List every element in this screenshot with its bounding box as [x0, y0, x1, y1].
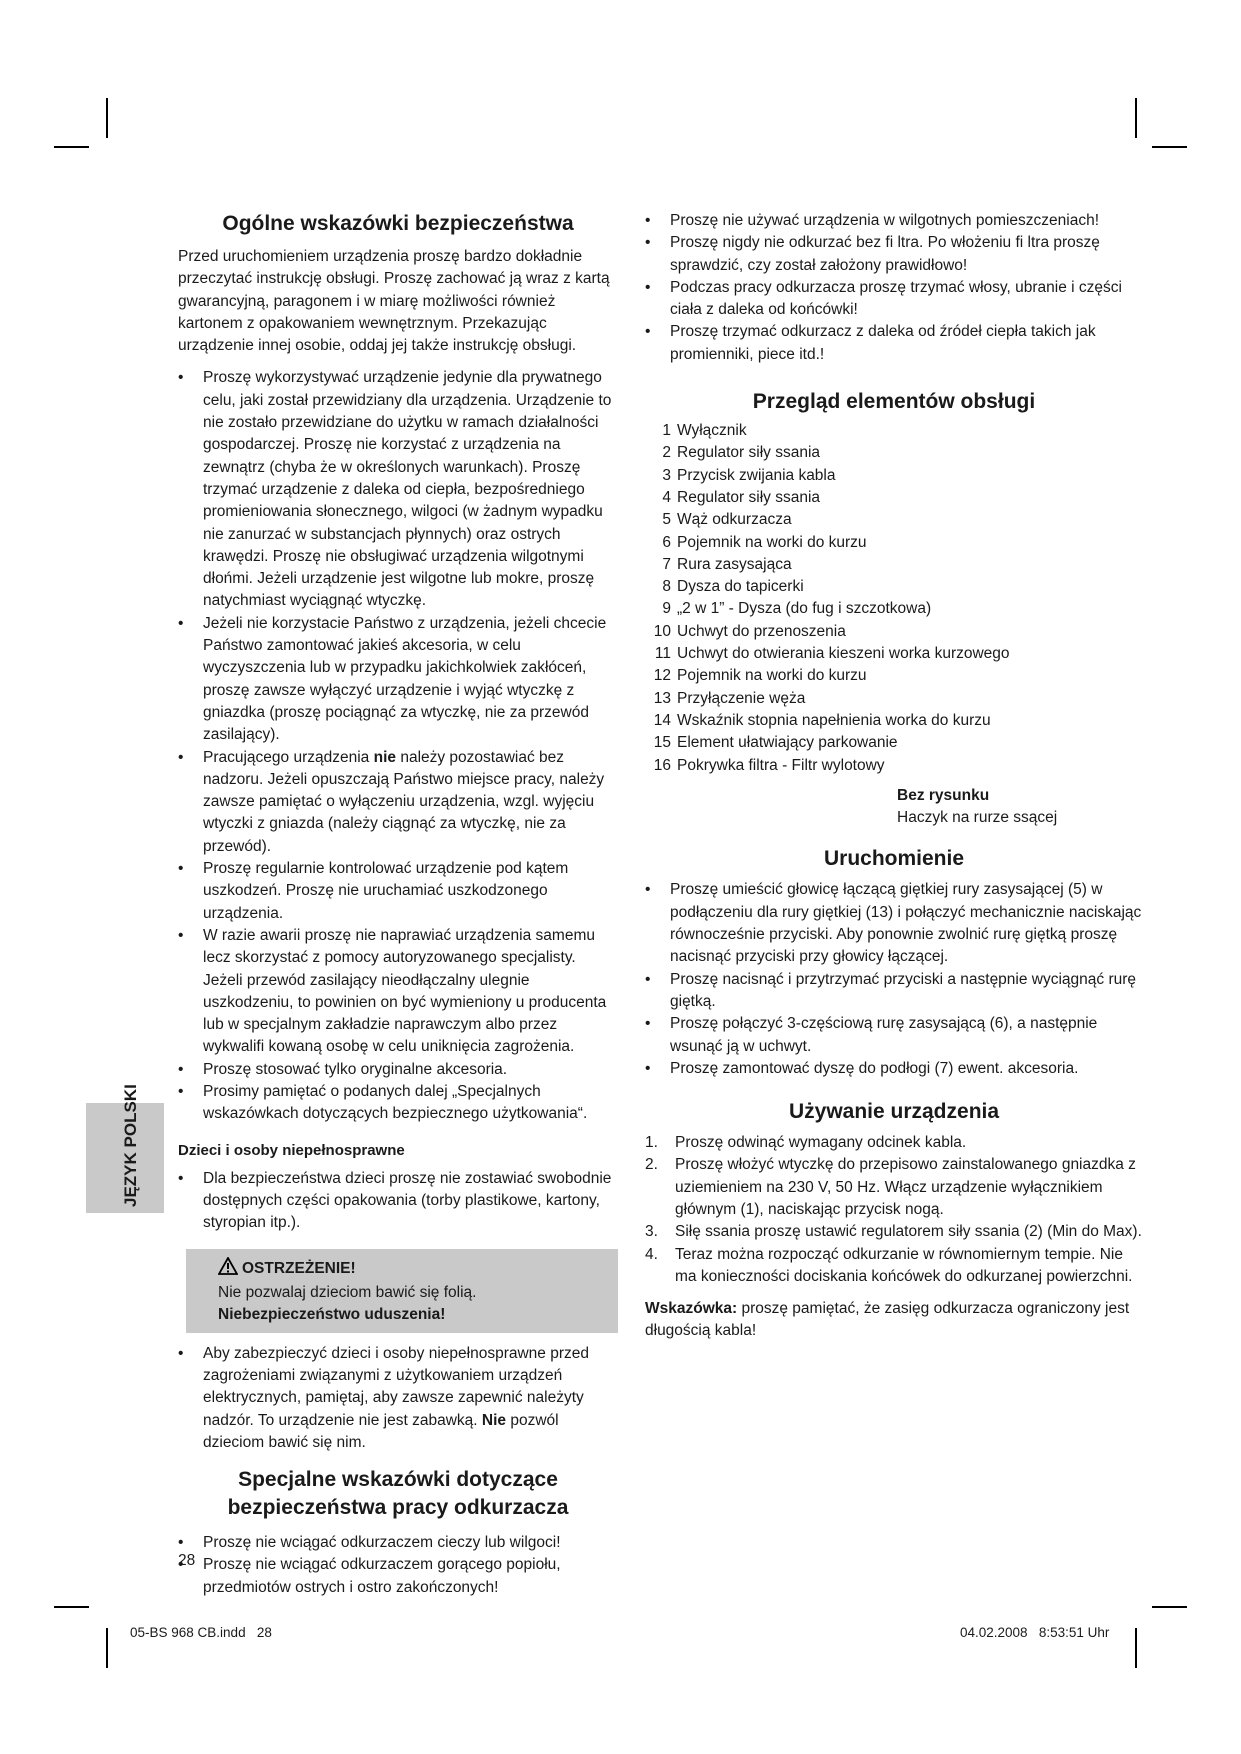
list-item — [649, 598, 1143, 620]
list-item: • Proszę wykorzystywać urządzenie jedynie dla prywatnego celu, jaki został przewidziany dla urządzenia. Urządzenie to nie zostało przewidziane do użytku w ramach działalności gospodarczej. Proszę nie korzystać z urządzenia na zewnątrz (chyba że w określonych warunkach). Proszę trzymać urządzenie z daleka od ciepła, bezpośredniego promieniowania słonecznego, wilgoci (w żadnym wypadku nie zanurzać w substancjach płynnych) oraz ostrych krawędzi. Proszę nie obsługiwać urządzenia wilgotnymi dłońmi. Jeżeli urządzenie jest wilgotne lub mokre, proszę natychmiast wyciągnąć wtyczkę. — [178, 367, 618, 612]
list-item — [645, 1244, 1143, 1289]
list-item — [649, 621, 1143, 643]
list-item: • Proszę połączyć 3-częściową rurę zasysającą (6), a następnie wsunąć ją w uchwyt. — [645, 1013, 1143, 1058]
part-number: 5 — [662, 511, 671, 529]
part-name: Element ułatwiający parkowanie — [677, 734, 898, 752]
part-number: 6 — [662, 533, 671, 551]
children-title: Dzieci i osoby niepełnosprawne — [178, 1141, 405, 1159]
warning-header — [218, 1257, 608, 1282]
controls-title: Przegląd elementów obsługi — [752, 390, 1036, 414]
special-list — [178, 1532, 618, 1599]
part-number: 11 — [654, 645, 671, 663]
list-item: • Proszę nie używać urządzenia w wilgotnych pomieszczeniach! — [645, 210, 1143, 232]
list-item — [649, 465, 1143, 487]
list-item: • Proszę regularnie kontrolować urządzenie pod kątem uszkodzeń. Proszę nie uruchamiać uszkodzonego urządzenia. — [178, 858, 618, 925]
warning-box — [186, 1249, 618, 1333]
list-item: • Proszę nigdy nie odkurzać bez fi ltra. Po włożeniu fi ltra proszę sprawdzić, czy został założony prawidłowo! — [645, 232, 1143, 277]
startup-title: Uruchomienie — [823, 847, 965, 871]
list-item: • Proszę stosować tylko oryginalne akcesoria. — [178, 1059, 618, 1081]
moisture-list — [645, 210, 1143, 366]
part-number: 2 — [662, 444, 671, 462]
part-number: 15 — [653, 734, 671, 752]
list-item — [649, 665, 1143, 687]
part-name: Pojemnik na worki do kurzu — [677, 667, 867, 685]
safety-list — [178, 367, 618, 1125]
footer-file: 05-BS 968 CB.indd 28 — [130, 1625, 272, 1640]
part-name: Uchwyt do otwierania kieszeni worka kurzowego — [677, 645, 1010, 663]
general-safety-title: Ogólne wskazówki bezpieczeństwa — [222, 212, 574, 235]
warning-danger: Niebezpieczeństwo uduszenia! — [218, 1306, 446, 1324]
list-item — [645, 1221, 1143, 1243]
list-item — [649, 554, 1143, 576]
list-item: • Podczas pracy odkurzacza proszę trzymać włosy, ubranie i części ciała z daleka od końcówki! — [645, 277, 1143, 322]
list-item — [649, 732, 1143, 754]
list-item-text: należy pozostawiać bez nadzoru. Jeżeli opuszczają Państwo miejsce pracy, należy zawsze pamiętać o wyłączeniu urządzenia, wzgl. wyjęciu wtyczki z gniazda (należy ciągnąć za wtyczkę, nie za przewód). — [203, 748, 605, 855]
step-text: Proszę odwinąć wymagany odcinek kabla. — [675, 1134, 967, 1152]
parts-list — [645, 420, 1143, 777]
no-drawing-item: Haczyk na rurze ssącej — [897, 809, 1058, 827]
step-text: Proszę włożyć wtyczkę do przepisowo zainstalowanego gniazdka z uziemieniem na 230 V, 50 Hz. Włącz urządzenie wyłącznikiem głównym (1), naciskając przycisk nogą. — [675, 1156, 1136, 1218]
part-number: 13 — [653, 689, 671, 707]
list-item — [649, 710, 1143, 732]
list-item — [649, 487, 1143, 509]
note-text: proszę pamiętać, że zasięg odkurzacza ograniczony jest długością kabla! — [645, 1300, 1130, 1340]
warning-title: OSTRZEŻENIE! — [242, 1260, 356, 1278]
part-name: Pojemnik na worki do kurzu — [677, 533, 867, 551]
part-name: Przyłączenie węża — [677, 689, 806, 707]
list-item — [649, 532, 1143, 554]
list-item: • Proszę nie wciągać odkurzaczem cieczy lub wilgoci! — [178, 1532, 618, 1554]
crop-mark — [1152, 146, 1187, 148]
part-number: 1 — [662, 422, 671, 440]
language-tab-label: JĘZYK POLSKI — [121, 1084, 140, 1207]
step-number: 3. — [645, 1223, 658, 1241]
list-item-text: Aby zabezpieczyć dzieci i osoby niepełnosprawne przed zagrożeniami związanymi z użytkowaniem urządzeń elektrycznych, pamiętaj, aby zawsze zapewnić należyty nadzór. To urządzenie nie jest zabawką. — [203, 1344, 589, 1429]
list-item: • Proszę nacisnąć i przytrzymać przyciski a następnie wyciągnąć rurę giętką. — [645, 969, 1143, 1014]
list-item — [649, 688, 1143, 710]
usage-title: Używanie urządzenia — [788, 1100, 1000, 1124]
list-item — [649, 755, 1143, 777]
language-tab — [86, 1084, 164, 1213]
list-item — [649, 576, 1143, 598]
children-list — [178, 1168, 618, 1235]
list-item-bold: Nie — [481, 1411, 507, 1429]
list-item — [649, 442, 1143, 464]
part-number: 9 — [662, 600, 671, 618]
list-item — [649, 420, 1143, 442]
list-item-text: pozwól dzieciom bawić się nim. — [203, 1411, 559, 1451]
list-item — [649, 643, 1143, 665]
children-list-2 — [178, 1343, 618, 1454]
part-name: „2 w 1” - Dysza (do fug i szczotkowa) — [677, 600, 932, 618]
list-item: • Dla bezpieczeństwa dzieci proszę nie zostawiać swobodnie dostępnych części opakowania (torby plastikowe, kartony, styropian itp.). — [178, 1168, 618, 1235]
list-item: • Prosimy pamiętać o podanych dalej „Specjalnych wskazówkach dotyczących bezpiecznego użytkowania“. — [178, 1081, 618, 1126]
no-drawing-block — [645, 785, 1143, 830]
list-item-bold: nie — [373, 748, 397, 766]
usage-note — [645, 1298, 1143, 1343]
right-column — [645, 210, 1143, 1343]
note-label: Wskazówka: — [645, 1300, 738, 1318]
list-item: • Jeżeli nie korzystacie Państwo z urządzenia, jeżeli chcecie Państwo zamontować jakieś akcesoria, w celu wyczyszczenia lub w przypadku jakichkolwiek zakłóceń, proszę zawsze wyłączyć urządzenie i wyjąć wtyczkę z gniazdka (proszę pociągnąć za wtyczkę, nie za przewód zasilający). — [178, 613, 618, 747]
crop-mark — [1135, 98, 1137, 138]
part-number: 8 — [662, 578, 671, 596]
startup-list — [645, 879, 1143, 1080]
warning-triangle-icon — [218, 1257, 238, 1282]
list-item: • W razie awarii proszę nie naprawiać urządzenia samemu lecz skorzystać z pomocy autoryzowanego specjalisty. Jeżeli przewód zasilający nieodłączalny ulegnie uszkodzeniu, to powinien on być wymieniony u producenta lub w specjalnym zakładzie naprawczym albo przez wykwalifi kowaną osobę w celu uniknięcia zagrożenia. — [178, 925, 618, 1059]
left-column — [178, 210, 618, 1599]
part-name: Rura zasysająca — [677, 555, 792, 573]
part-name: Uchwyt do przenoszenia — [677, 622, 846, 640]
list-item-text: Pracującego urządzenia — [203, 748, 374, 766]
part-number: 4 — [662, 488, 671, 506]
part-name: Regulator siły ssania — [677, 488, 821, 506]
part-name: Pokrywka filtra - Filtr wylotowy — [677, 756, 885, 774]
step-number: 1. — [645, 1134, 658, 1152]
part-number: 16 — [653, 756, 671, 774]
list-item — [178, 1343, 618, 1454]
part-number: 7 — [662, 555, 671, 573]
list-item: • Proszę umieścić głowicę łączącą giętkiej rury zasysającej (5) w podłączeniu dla rury giętkiej (13) i połączyć mechanicznie naciskając równocześnie przyciski. Aby ponownie zwolnić rurę giętką proszę nacisnąć przyciski przy głowicy łączącej. — [645, 879, 1143, 968]
crop-mark — [54, 146, 89, 148]
list-item: • Proszę zamontować dyszę do podłogi (7) ewent. akcesoria. — [645, 1058, 1143, 1080]
list-item — [645, 1154, 1143, 1221]
warning-text: Nie pozwalaj dzieciom bawić się folią. — [218, 1284, 477, 1302]
part-name: Wyłącznik — [677, 422, 747, 440]
intro-paragraph: Przed uruchomieniem urządzenia proszę bardzo dokładnie przeczytać instrukcję obsługi. Proszę zachować ją wraz z kartą gwarancyjną, paragonem i w miarę możliwości również kartonem z opakowaniem wewnętrznym. Przekazując urządzenie innej osobie, oddaj jej także instrukcję obsługi. — [178, 248, 610, 355]
list-item — [178, 747, 618, 858]
crop-mark — [106, 1628, 108, 1668]
crop-mark — [54, 1606, 89, 1608]
part-name: Wąż odkurzacza — [677, 511, 792, 529]
part-name: Dysza do tapicerki — [677, 578, 804, 596]
part-number: 3 — [662, 466, 671, 484]
step-number: 4. — [645, 1245, 658, 1263]
step-number: 2. — [645, 1156, 658, 1174]
part-number: 12 — [653, 667, 671, 685]
step-text: Siłę ssania proszę ustawić regulatorem siły ssania (2) (Min do Max). — [675, 1223, 1142, 1241]
crop-mark — [1135, 1628, 1137, 1668]
part-name: Przycisk zwijania kabla — [677, 466, 836, 484]
step-text: Teraz można rozpocząć odkurzanie w równomiernym tempie. Nie ma konieczności dociskania końcówek do odkurzanej powierzchni. — [675, 1245, 1133, 1285]
list-item: • Proszę trzymać odkurzacz z daleka od źródeł ciepła takich jak promienniki, piece itd.! — [645, 321, 1143, 366]
special-safety-title: Specjalne wskazówki dotyczące bezpieczeństwa pracy odkurzacza — [227, 1468, 569, 1520]
list-item — [649, 509, 1143, 531]
part-name: Regulator siły ssania — [677, 444, 821, 462]
usage-steps — [645, 1132, 1143, 1288]
part-number: 14 — [653, 711, 671, 729]
crop-mark — [106, 98, 108, 138]
footer-timestamp: 04.02.2008 8:53:51 Uhr — [960, 1625, 1110, 1640]
page-number: 28 — [178, 1552, 196, 1569]
part-number: 10 — [653, 622, 671, 640]
part-name: Wskaźnik stopnia napełnienia worka do kurzu — [677, 711, 991, 729]
list-item — [645, 1132, 1143, 1154]
crop-mark — [1152, 1606, 1187, 1608]
no-drawing-title: Bez rysunku — [897, 786, 990, 804]
list-item: • Proszę nie wciągać odkurzaczem gorącego popiołu, przedmiotów ostrych i ostro zakończonych! — [178, 1554, 618, 1599]
